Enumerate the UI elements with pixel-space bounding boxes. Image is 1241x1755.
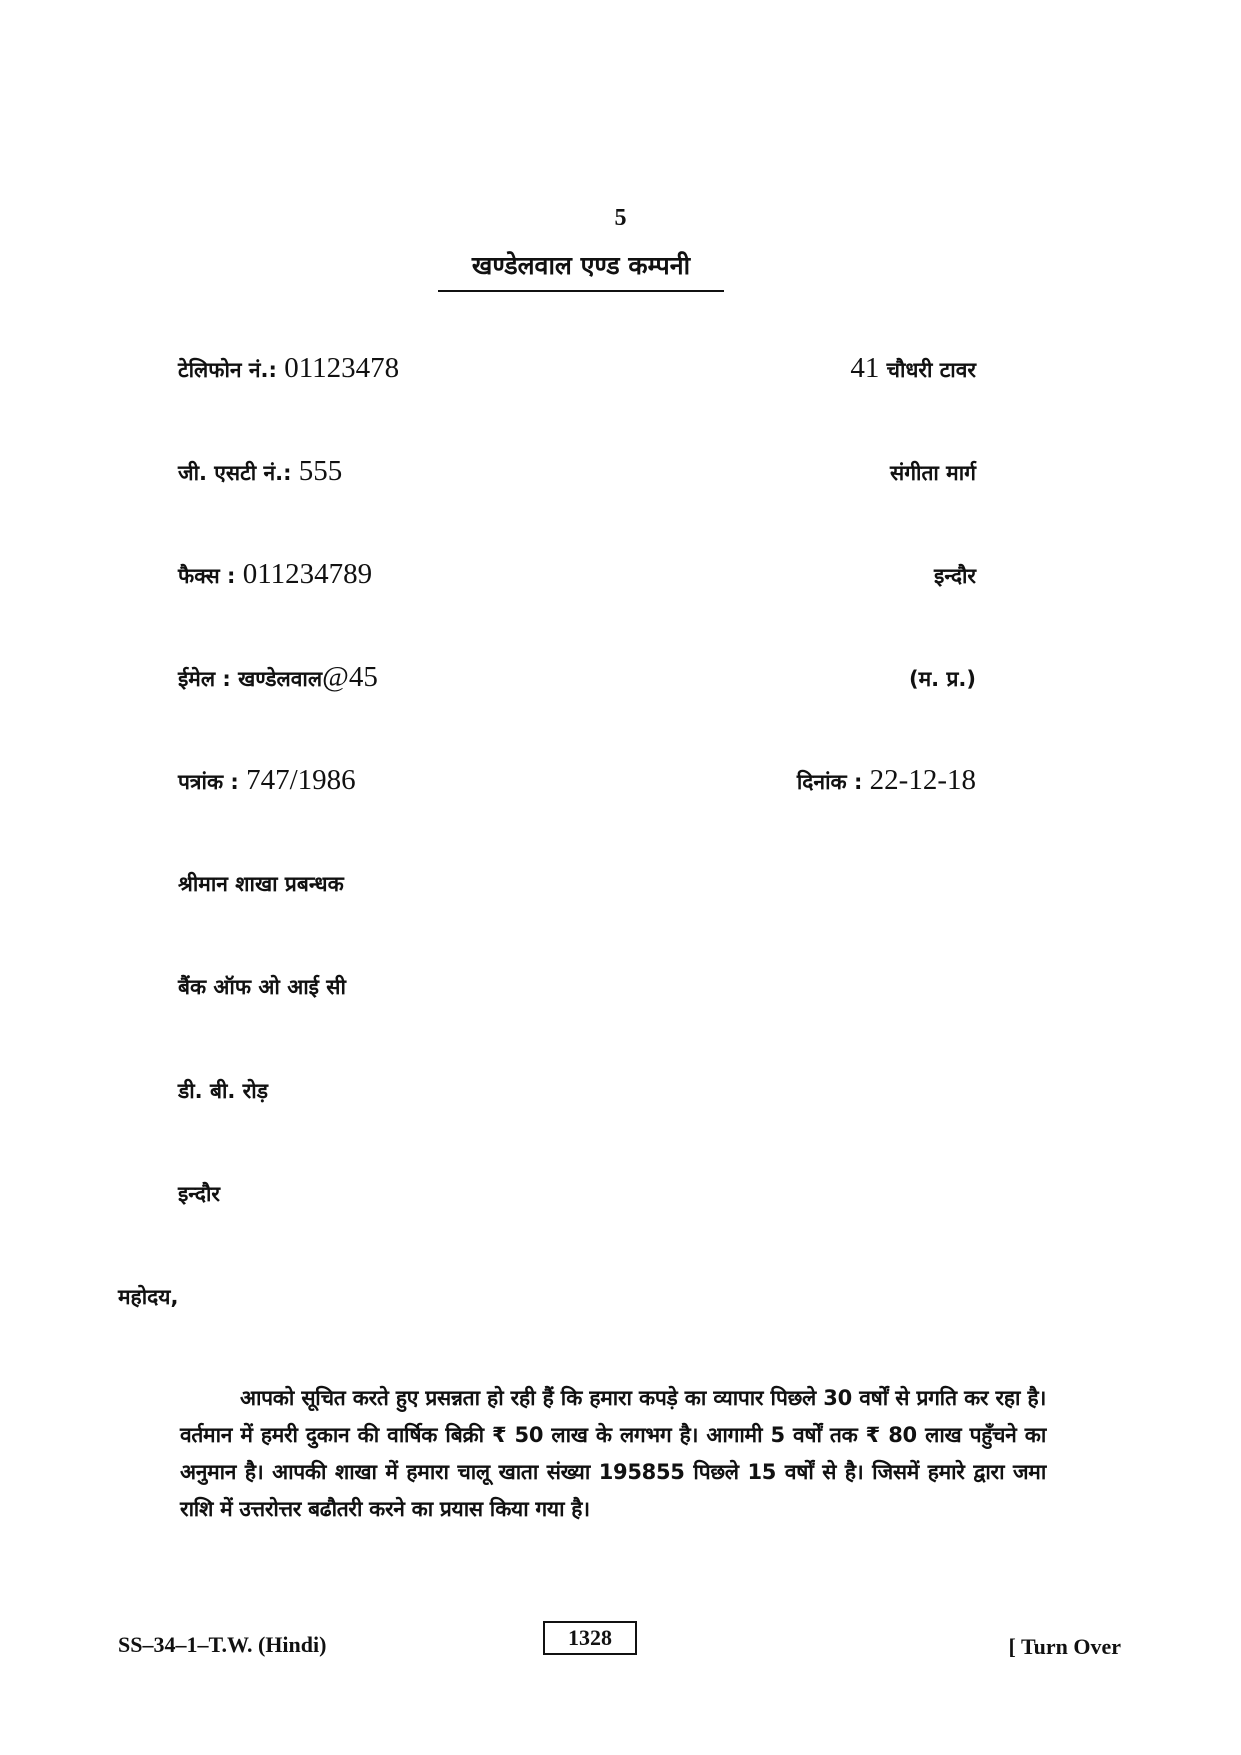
letterhead-row-telephone bbox=[178, 352, 976, 392]
date bbox=[797, 764, 976, 797]
address-city: इन्दौर bbox=[934, 564, 976, 588]
gst-value: 555 bbox=[298, 455, 343, 487]
gst bbox=[178, 455, 342, 488]
page-number: 5 bbox=[614, 205, 627, 231]
letterhead-row-email bbox=[178, 661, 976, 701]
fax-label: फैक्स : bbox=[178, 564, 243, 588]
body-paragraph: आपको सूचित करते हुए प्रसन्नता हो रही हैं कि हमारा कपड़े का व्यापार पिछले 30 वर्षों से प्रगति कर रहा है। वर्तमान में हमरी दुकान की वार्षिक बिक्री ₹ 50 लाख के लगभग है। आगामी 5 वर्षों तक ₹ 80 लाख पहुँचने का अनुमान है। आपकी शाखा में हमारा चालू खाता संख्या 195855 पिछले 15 वर्षों से है। जिसमें हमारे द्वारा जमा राशि में उत्तरोत्तर बढौतरी करने का प्रयास किया गया है। bbox=[180, 1386, 1046, 1521]
recipient-line-bank: बैंक ऑफ ओ आई सी bbox=[178, 975, 346, 999]
recipient-line-title: श्रीमान शाखा प्रबन्धक bbox=[178, 872, 344, 896]
footer-page-box: 1328 bbox=[543, 1621, 637, 1655]
salutation: महोदय, bbox=[118, 1285, 179, 1309]
letterhead-row-gst bbox=[178, 455, 976, 495]
recipient-line-city: इन्दौर bbox=[178, 1182, 220, 1206]
fax bbox=[178, 558, 372, 591]
address-line-1 bbox=[850, 352, 976, 385]
address-building-name: चौधरी टावर bbox=[879, 358, 976, 382]
letterhead-row-fax bbox=[178, 558, 976, 598]
address-street: संगीता मार्ग bbox=[890, 461, 976, 485]
email-label: ईमेल : खण्डेलवाल bbox=[178, 667, 323, 691]
telephone-value: 01123478 bbox=[284, 352, 400, 384]
date-label: दिनांक : bbox=[796, 770, 870, 794]
address-building-number: 41 bbox=[850, 352, 880, 384]
footer-paper-code: SS–34–1–T.W. (Hindi) bbox=[118, 1632, 327, 1657]
reference-value: 747/1986 bbox=[246, 764, 356, 796]
company-name-heading: खण्डेलवाल एण्ड कम्पनी bbox=[438, 248, 724, 292]
email bbox=[178, 661, 378, 694]
gst-label: जी. एसटी नं.: bbox=[178, 461, 299, 485]
reference-label: पत्रांक : bbox=[178, 770, 247, 794]
address-state: (म. प्र.) bbox=[909, 667, 976, 691]
recipient-line-road: डी. बी. रोड़ bbox=[178, 1079, 268, 1103]
footer-turn-over: [ Turn Over bbox=[1008, 1634, 1121, 1659]
telephone bbox=[178, 352, 399, 385]
date-value: 22-12-18 bbox=[869, 764, 976, 796]
reference bbox=[178, 764, 356, 797]
email-value: @45 bbox=[322, 661, 378, 693]
fax-value: 011234789 bbox=[242, 558, 373, 590]
letterhead-row-reference bbox=[178, 764, 976, 804]
telephone-label: टेलिफोन नं.: bbox=[178, 358, 285, 382]
